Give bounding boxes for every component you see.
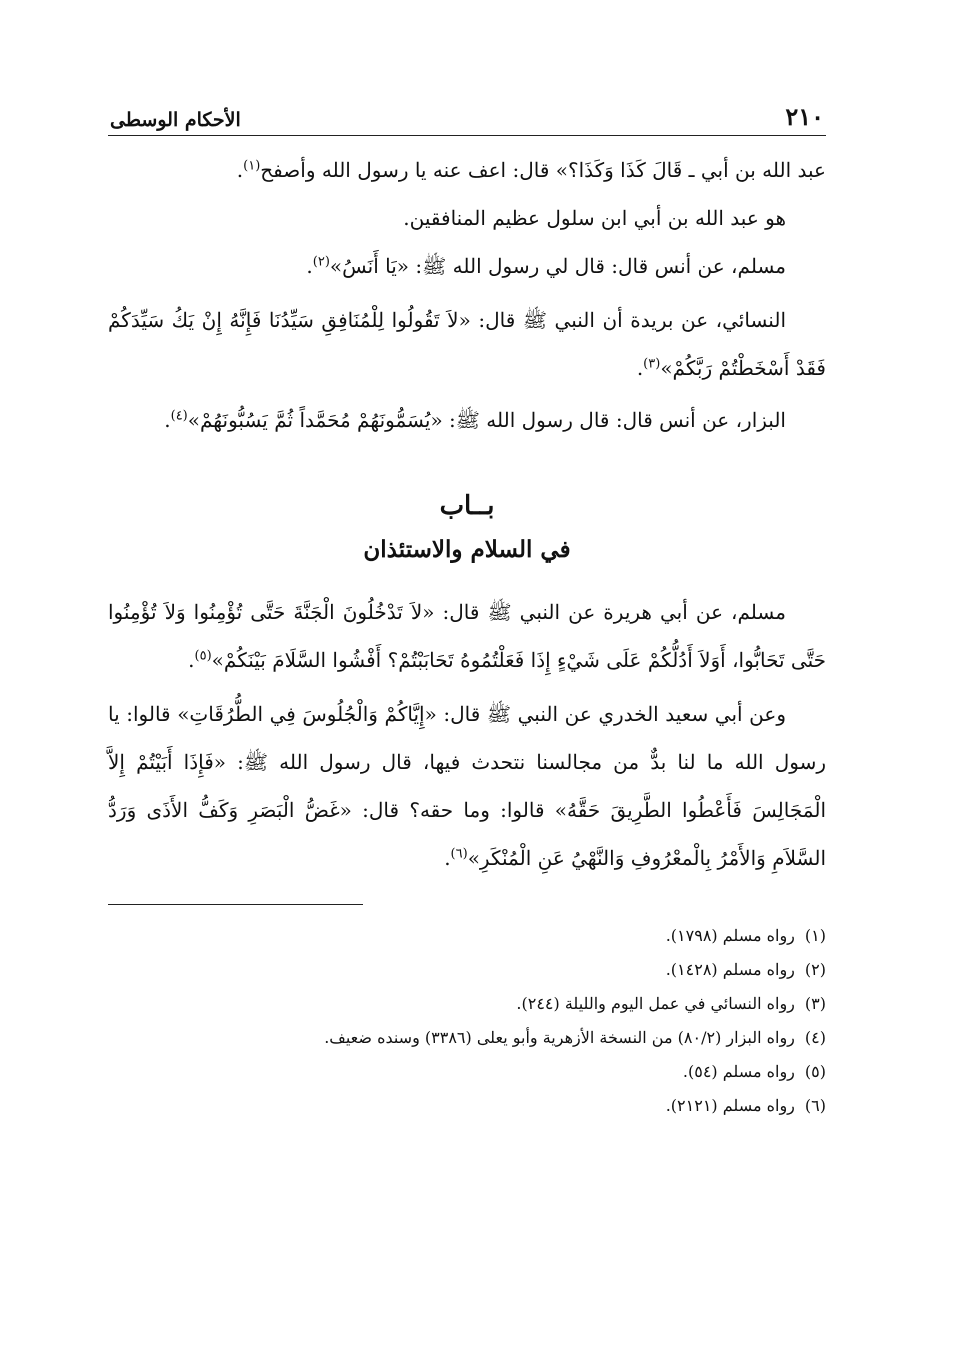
book-page bbox=[108, 92, 826, 1282]
footnote-number: (١) bbox=[804, 926, 826, 945]
footnote-text: رواه مسلم (٥٤). bbox=[682, 1062, 795, 1081]
footnote-number: (٦) bbox=[804, 1096, 826, 1115]
footnote-ref: (١) bbox=[243, 158, 261, 174]
paragraph-text: النسائي، عن بريدة أن النبي ﷺ قال: «لاَ تَقُولُوا لِلْمُنَافِقِ سَيِّدُنَا فَإِنَّهُ إِنْ يَكُ سَيِّدَكُمْ فَقَدْ أَسْخَطْتُمْ رَبَّكُمْ» bbox=[108, 308, 826, 380]
footnote-number: (٥) bbox=[804, 1062, 826, 1081]
footnote-item bbox=[108, 987, 826, 1021]
paragraph: وعن أبي سعيد الخدري عن النبي ﷺ قال: «إِيَّاكُمْ وَالْجُلُوسَ فِي الطُّرُقَاتِ» قالوا: يا رسول الله ما لنا بدٌّ من مجالسنا نتحدث فيها، قال رسول الله ﷺ: «فَإِذَا أَبَيْتُمْ إِلاَّ الْمَجَالِسَ فَأَعْطُوا الطَّرِيقَ حَقَّهُ» قالوا: وما حقه؟ قال: «غَضُّ الْبَصَرِ وَكَفُّ الأَذَى وَرَدُّ السَّلاَمِ وَالأَمْرُ بِالْمعْرُوفِ وَالنَّهْيُ عَنِ الْمُنْكَرِ»$^{(٦)}$. bbox=[108, 702, 826, 870]
running-header bbox=[108, 92, 826, 136]
footnote-ref: (٥) bbox=[194, 648, 212, 664]
paragraph-text: البزار، عن أنس قال: قال رسول الله ﷺ: «يُسَمُّونَهُمْ مُحَمَّداً ثُمَّ يَسُبُّونَهُمْ» bbox=[187, 408, 786, 432]
book-title: الأحكام الوسطى bbox=[110, 109, 241, 131]
footnote-text: رواه مسلم (١٤٢٨). bbox=[665, 960, 795, 979]
footnote-text: رواه مسلم (١٧٩٨). bbox=[665, 926, 795, 945]
footnote-item bbox=[108, 1021, 826, 1055]
chapter-heading: بــاب bbox=[439, 491, 495, 521]
footnote-ref: (٦) bbox=[450, 846, 468, 862]
paragraph-text: مسلم، عن أنس قال: قال لي رسول الله ﷺ: «يَا أَنَسُ» bbox=[329, 254, 786, 278]
footnote-text: رواه البزار (٨٠/٢) من النسخة الأزهرية وأبو يعلى (٣٣٨٦) وسنده ضعيف. bbox=[324, 1028, 795, 1047]
footnotes bbox=[108, 919, 826, 1123]
paragraph-text: عبد الله بن أبي ـ قَالَ كَذَا وَكَذَا؟» قال: اعف عنه يا رسول الله وأصفح bbox=[260, 158, 826, 182]
paragraph: عبد الله بن أبي ـ قَالَ كَذَا وَكَذَا؟» قال: اعف عنه يا رسول الله وأصفح$^{(١)}$. bbox=[236, 158, 826, 182]
footnote-text: رواه مسلم (٢١٢١). bbox=[665, 1096, 795, 1115]
footnote-ref: (٣) bbox=[643, 356, 661, 372]
footnote-item bbox=[108, 1055, 826, 1089]
paragraph-text: هو عبد الله بن أبي ابن سلول عظيم المنافقين. bbox=[403, 206, 786, 230]
footnote-number: (٢) bbox=[804, 960, 826, 979]
section-heading bbox=[108, 484, 826, 572]
section-body bbox=[108, 588, 826, 882]
footnote-item bbox=[108, 919, 826, 953]
footnote-text: رواه النسائي في عمل اليوم والليلة (٢٤٤). bbox=[516, 994, 795, 1013]
chapter-subheading: في السلام والاستئذان bbox=[363, 536, 571, 563]
footnote-item bbox=[108, 953, 826, 987]
footnote-divider bbox=[108, 904, 363, 905]
body-text bbox=[108, 146, 826, 442]
footnote-number: (٣) bbox=[804, 994, 826, 1013]
paragraph: مسلم، عن أبي هريرة عن النبي ﷺ قال: «لاَ تَدْخُلُونَ الْجَنَّةَ حَتَّى تُؤْمِنُوا وَلاَ تُؤْمِنُوا حَتَّى تَحَابُّوا، أَوَلاَ أَدُلُّكُمْ عَلَى شَيْءٍ إِذَا فَعَلْتُمُوهُ تَحَابَبْتُمْ؟ أَفْشُوا السَّلَامَ بَيْنَكُمْ»$^{(٥)}$. bbox=[108, 600, 826, 672]
page-number: ٢١٠ bbox=[785, 102, 824, 131]
paragraph: مسلم، عن أنس قال: قال لي رسول الله ﷺ: «يَا أَنَسُ»$^{(٢)}$. bbox=[306, 254, 786, 278]
paragraph-text: مسلم، عن أبي هريرة عن النبي ﷺ قال: «لاَ تَدْخُلُونَ الْجَنَّةَ حَتَّى تُؤْمِنُوا وَلاَ تُؤْمِنُوا حَتَّى تَحَابُّوا، أَوَلاَ أَدُلُّكُمْ عَلَى شَيْءٍ إِذَا فَعَلْتُمُوهُ تَحَابَبْتُمْ؟ أَفْشُوا السَّلَامَ بَيْنَكُمْ» bbox=[108, 600, 826, 672]
paragraph bbox=[108, 194, 826, 242]
footnote-ref: (٤) bbox=[170, 408, 188, 424]
paragraph: البزار، عن أنس قال: قال رسول الله ﷺ: «يُسَمُّونَهُمْ مُحَمَّداً ثُمَّ يَسُبُّونَهُمْ»$^{(٤)}$. bbox=[164, 408, 786, 432]
footnote-number: (٤) bbox=[804, 1028, 826, 1047]
footnote-ref: (٢) bbox=[312, 254, 330, 270]
footnote-item bbox=[108, 1089, 826, 1123]
paragraph: النسائي، عن بريدة أن النبي ﷺ قال: «لاَ تَقُولُوا لِلْمُنَافِقِ سَيِّدُنَا فَإِنَّهُ إِنْ يَكُ سَيِّدَكُمْ فَقَدْ أَسْخَطْتُمْ رَبَّكُمْ»$^{(٣)}$. bbox=[108, 308, 826, 380]
paragraph-text: وعن أبي سعيد الخدري عن النبي ﷺ قال: «إِيَّاكُمْ وَالْجُلُوسَ فِي الطُّرُقَاتِ» قالوا: يا رسول الله ما لنا بدٌّ من مجالسنا نتحدث فيها، قال رسول الله ﷺ: «فَإِذَا أَبَيْتُمْ إِلاَّ الْمَجَالِسَ فَأَعْطُوا الطَّرِيقَ حَقَّهُ» قالوا: وما حقه؟ قال: «غَضُّ الْبَصَرِ وَكَفُّ الأَذَى وَرَدُّ السَّلاَمِ وَالأَمْرُ بِالْمعْرُوفِ وَالنَّهْيُ عَنِ الْمُنْكَرِ» bbox=[108, 702, 826, 870]
